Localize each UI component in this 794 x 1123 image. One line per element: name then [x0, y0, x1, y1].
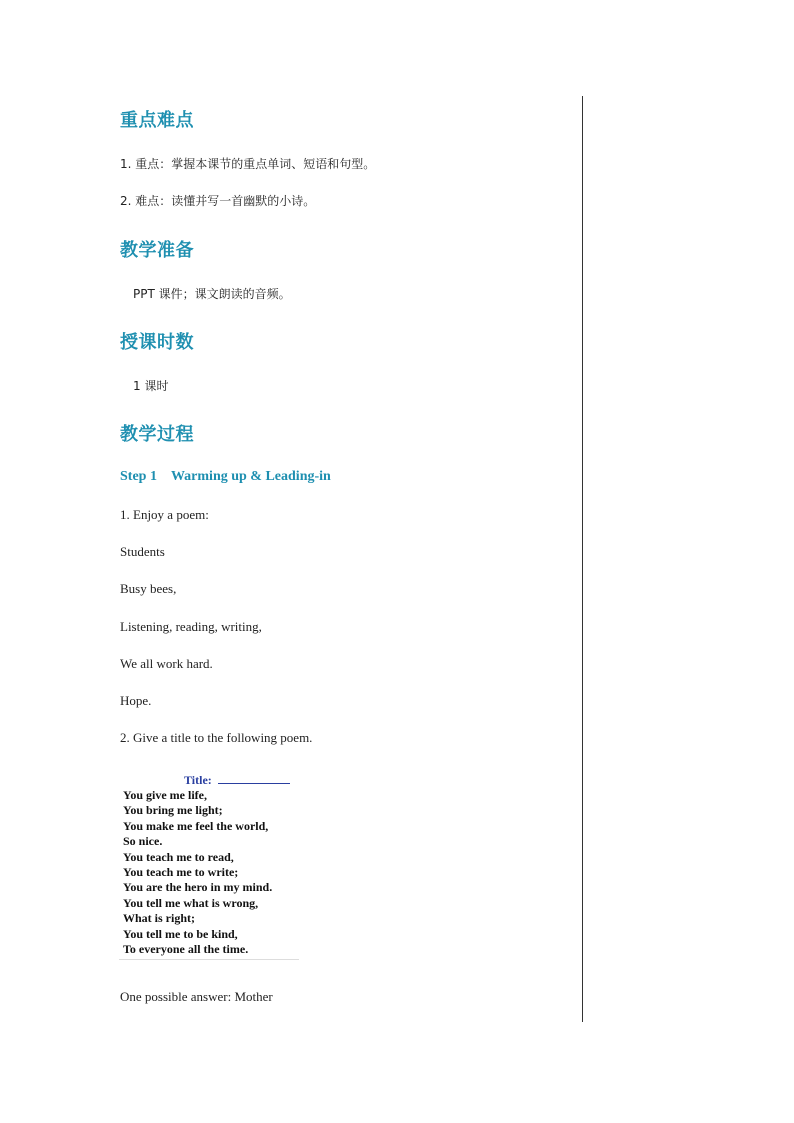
possible-answer: One possible answer: Mother	[120, 989, 273, 1004]
poem-lines	[123, 788, 272, 957]
title-blank-line	[218, 772, 290, 784]
poem-title-label: Title:	[184, 773, 212, 787]
poem1-line: We all work hard.	[120, 656, 213, 671]
poem-line: To everyone all the time.	[123, 942, 249, 957]
step1-heading	[120, 469, 331, 485]
poem-line: You teach me to read,	[123, 849, 234, 864]
poem1-line: Hope.	[120, 693, 152, 708]
poem-line: You bring me light;	[123, 803, 223, 818]
poem-line: You teach me to write;	[123, 865, 239, 880]
poem-line: So nice.	[123, 834, 163, 849]
poem-line: You tell me to be kind,	[123, 926, 238, 941]
heading-key-points: 重点难点	[120, 110, 194, 131]
step1-title: Warming up & Leading-in	[170, 469, 331, 484]
enjoy-poem-line: 1. Enjoy a poem:	[120, 507, 209, 522]
poem-line: You tell me what is wrong,	[123, 895, 259, 910]
step1-label: Step 1	[120, 469, 157, 484]
margin-rule	[582, 96, 583, 1022]
poem-title-row	[184, 772, 290, 788]
give-title-instruction: 2. Give a title to the following poem.	[120, 730, 313, 745]
poem1-line: Busy bees,	[120, 581, 177, 596]
key-point-item-2: 2. 难点：读懂并写一首幽默的小诗。	[120, 194, 316, 208]
heading-process: 教学过程	[120, 424, 194, 445]
poem1-line: Listening, reading, writing,	[120, 619, 262, 634]
poem-line: You make me feel the world,	[123, 818, 269, 833]
poem1-line: Students	[120, 544, 165, 559]
poem-line: You give me life,	[123, 788, 207, 802]
hours-text: 1 课时	[133, 379, 169, 393]
heading-hours: 授课时数	[120, 332, 194, 353]
poem-line: What is right;	[123, 911, 195, 926]
key-point-item-1: 1. 重点：掌握本课节的重点单词、短语和句型。	[120, 157, 376, 171]
preparation-text: PPT 课件；课文朗读的音频。	[133, 287, 291, 301]
poem-figure	[119, 768, 299, 960]
heading-preparation: 教学准备	[120, 240, 194, 261]
poem-line: You are the hero in my mind.	[123, 880, 273, 895]
